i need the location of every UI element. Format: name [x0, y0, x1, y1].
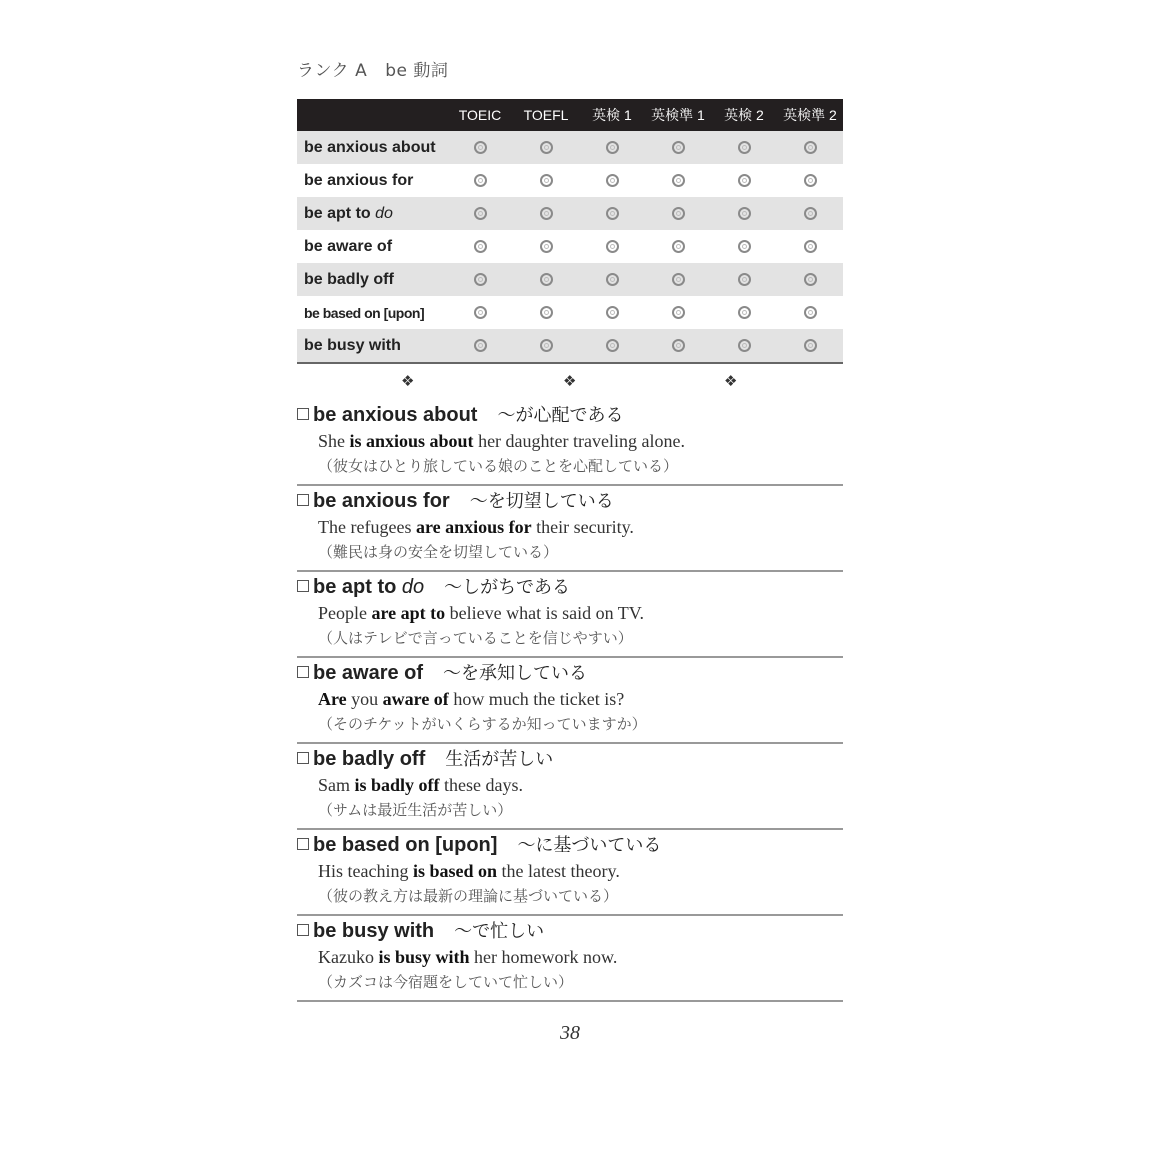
example-translation: （難民は身の安全を切望している） [318, 543, 559, 561]
frequency-cell [513, 164, 579, 197]
frequency-cell [579, 230, 645, 263]
circle-mark-icon [738, 240, 751, 253]
example-text: the latest theory. [497, 861, 620, 881]
frequency-cell [711, 164, 777, 197]
example-sentence [318, 514, 843, 540]
frequency-cell [447, 230, 513, 263]
entry-meaning: ～で忙しい [454, 921, 545, 942]
column-header-eiken-1: 英検 1 [579, 99, 645, 131]
entry-meaning: ～を切望している [469, 491, 614, 512]
example-translation: （彼女はひとり旅している娘のことを心配している） [318, 457, 679, 475]
vocab-entry [297, 916, 843, 1002]
checkbox-icon[interactable] [297, 666, 309, 678]
circle-mark-icon [804, 339, 817, 352]
frequency-cell [645, 230, 711, 263]
circle-mark-icon [606, 273, 619, 286]
row-phrase [297, 296, 447, 329]
entry-phrase: be apt to [313, 576, 397, 598]
circle-mark-icon [606, 240, 619, 253]
row-phrase [297, 263, 447, 296]
frequency-cell [447, 263, 513, 296]
column-header-eiken-pre-2: 英検準 2 [777, 99, 843, 131]
entry-meaning: ～が心配である [497, 405, 624, 426]
example-text: She [318, 431, 350, 451]
circle-mark-icon [474, 339, 487, 352]
diamond-ornament-icon: ❖ [401, 372, 415, 390]
circle-mark-icon [672, 273, 685, 286]
example-highlight: is based on [412, 861, 498, 881]
frequency-cell [645, 329, 711, 363]
circle-mark-icon [804, 174, 817, 187]
frequency-cell [711, 230, 777, 263]
checkbox-icon[interactable] [297, 838, 309, 850]
frequency-cell [777, 329, 843, 363]
row-phrase [297, 197, 447, 230]
table-row [297, 329, 843, 363]
section-divider [297, 364, 843, 400]
vocab-entry [297, 486, 843, 572]
frequency-cell [579, 131, 645, 164]
example-highlight: are apt to [371, 603, 446, 623]
frequency-cell [513, 131, 579, 164]
frequency-cell [777, 197, 843, 230]
row-phrase-text: be apt to [304, 204, 371, 222]
example-sentence [318, 686, 843, 712]
example-translation: （サムは最近生活が苦しい） [318, 801, 513, 819]
frequency-cell [579, 164, 645, 197]
entry-phrase: be anxious for [313, 490, 450, 512]
category-label: be 動詞 [385, 61, 449, 81]
example-highlight: is badly off [354, 775, 440, 795]
example-sentence [318, 858, 843, 884]
example-translation: （カズコは今宿題をしていて忙しい） [318, 973, 574, 991]
vocab-entry [297, 744, 843, 830]
entry-phrase: be busy with [313, 920, 435, 942]
frequency-cell [447, 164, 513, 197]
entry-phrase-italic: do [401, 576, 425, 598]
circle-mark-icon [738, 174, 751, 187]
frequency-cell [777, 296, 843, 329]
circle-mark-icon [606, 339, 619, 352]
checkbox-icon[interactable] [297, 408, 309, 420]
frequency-cell [579, 296, 645, 329]
entry-meaning: ～を承知している [443, 663, 588, 684]
diamond-ornament-icon: ❖ [563, 372, 577, 390]
page-header [297, 56, 843, 86]
frequency-cell [447, 296, 513, 329]
table-row [297, 197, 843, 230]
circle-mark-icon [474, 273, 487, 286]
entry-meaning: ～しがちである [444, 577, 570, 598]
entry-heading [297, 832, 843, 858]
circle-mark-icon [474, 174, 487, 187]
circle-mark-icon [672, 306, 685, 319]
vocab-entry [297, 830, 843, 916]
frequency-cell [777, 164, 843, 197]
example-text: their security. [531, 517, 634, 537]
example-translation: （そのチケットがいくらするか知っていますか） [318, 715, 647, 733]
example-sentence [318, 772, 843, 798]
row-phrase-text: be anxious about [304, 138, 436, 156]
table-row [297, 263, 843, 296]
frequency-cell [645, 197, 711, 230]
example-sentence [318, 944, 843, 970]
page-number: 38 [560, 1022, 580, 1044]
circle-mark-icon [540, 141, 553, 154]
entry-phrase: be anxious about [313, 404, 478, 426]
frequency-cell [777, 230, 843, 263]
checkbox-icon[interactable] [297, 494, 309, 506]
circle-mark-icon [738, 339, 751, 352]
entry-phrase: be badly off [313, 748, 426, 770]
table-row [297, 164, 843, 197]
circle-mark-icon [606, 306, 619, 319]
circle-mark-icon [606, 207, 619, 220]
row-phrase-italic: do [375, 204, 393, 222]
rank-label: ランク A [297, 61, 368, 81]
example-text: how much the ticket is? [448, 689, 625, 709]
circle-mark-icon [672, 207, 685, 220]
example-highlight: is busy with [378, 947, 470, 967]
entry-heading [297, 402, 843, 428]
row-phrase [297, 131, 447, 164]
entry-meaning: ～に基づいている [517, 835, 662, 856]
row-phrase-text: be busy with [304, 336, 401, 354]
example-sentence [318, 428, 843, 454]
table-row [297, 296, 843, 329]
vocabulary-page [297, 56, 843, 1002]
example-sentence [318, 600, 843, 626]
table-header-row [297, 99, 843, 131]
circle-mark-icon [474, 141, 487, 154]
example-translation: （人はテレビで言っていることを信じやすい） [318, 629, 633, 647]
example-text: believe what is said on TV. [445, 603, 644, 623]
example-text: His teaching [318, 861, 413, 881]
frequency-cell [447, 131, 513, 164]
frequency-cell [645, 131, 711, 164]
frequency-cell [711, 296, 777, 329]
column-header-eiken-pre-1: 英検準 1 [645, 99, 711, 131]
vocab-entry [297, 400, 843, 486]
frequency-cell [447, 197, 513, 230]
circle-mark-icon [738, 306, 751, 319]
entry-heading [297, 918, 843, 944]
vocab-entry [297, 572, 843, 658]
exam-frequency-table [297, 99, 843, 364]
frequency-cell [711, 197, 777, 230]
circle-mark-icon [738, 141, 751, 154]
entry-phrase: be aware of [313, 662, 424, 684]
circle-mark-icon [804, 240, 817, 253]
frequency-cell [711, 329, 777, 363]
circle-mark-icon [540, 240, 553, 253]
entry-heading [297, 660, 843, 686]
circle-mark-icon [672, 339, 685, 352]
circle-mark-icon [474, 207, 487, 220]
circle-mark-icon [606, 174, 619, 187]
diamond-ornament-icon: ❖ [724, 372, 738, 390]
example-translation: （彼の教え方は最新の理論に基づいている） [318, 887, 619, 905]
example-text: you [346, 689, 383, 709]
entry-heading [297, 488, 843, 514]
frequency-cell [579, 263, 645, 296]
table-row [297, 131, 843, 164]
circle-mark-icon [738, 273, 751, 286]
entry-heading [297, 746, 843, 772]
example-text: these days. [439, 775, 524, 795]
checkbox-icon[interactable] [297, 580, 309, 592]
circle-mark-icon [540, 174, 553, 187]
row-phrase [297, 329, 447, 363]
entry-phrase: be based on [upon] [313, 834, 498, 856]
frequency-cell [579, 197, 645, 230]
entry-heading [297, 574, 843, 600]
table-row [297, 230, 843, 263]
row-phrase-text: be badly off [304, 270, 394, 288]
header-blank [297, 99, 447, 131]
column-header-toeic: TOEIC [447, 99, 513, 131]
example-text: The refugees [318, 517, 416, 537]
frequency-cell [645, 296, 711, 329]
example-highlight: is anxious about [349, 431, 474, 451]
row-phrase-text: be aware of [304, 237, 393, 255]
frequency-cell [711, 131, 777, 164]
circle-mark-icon [540, 306, 553, 319]
example-highlight: are anxious for [415, 517, 532, 537]
vocab-entry [297, 658, 843, 744]
entry-meaning: 生活が苦しい [445, 749, 554, 770]
example-highlight: Are [318, 689, 347, 709]
circle-mark-icon [606, 141, 619, 154]
frequency-cell [645, 164, 711, 197]
frequency-cell [777, 131, 843, 164]
circle-mark-icon [804, 273, 817, 286]
example-text: People [318, 603, 372, 623]
circle-mark-icon [672, 240, 685, 253]
frequency-cell [513, 263, 579, 296]
frequency-cell [513, 230, 579, 263]
frequency-cell [645, 263, 711, 296]
checkbox-icon[interactable] [297, 752, 309, 764]
checkbox-icon[interactable] [297, 924, 309, 936]
circle-mark-icon [672, 174, 685, 187]
circle-mark-icon [474, 240, 487, 253]
circle-mark-icon [804, 306, 817, 319]
row-phrase-text: be based on [upon] [304, 304, 425, 321]
frequency-cell [447, 329, 513, 363]
example-text: Kazuko [318, 947, 379, 967]
frequency-cell [579, 329, 645, 363]
row-phrase-text: be anxious for [304, 171, 414, 189]
example-text: her daughter traveling alone. [473, 431, 685, 451]
circle-mark-icon [540, 207, 553, 220]
frequency-cell [777, 263, 843, 296]
circle-mark-icon [474, 306, 487, 319]
example-highlight: aware of [382, 689, 449, 709]
frequency-cell [513, 197, 579, 230]
column-header-eiken-2: 英検 2 [711, 99, 777, 131]
frequency-cell [513, 296, 579, 329]
frequency-cell [711, 263, 777, 296]
frequency-cell [513, 329, 579, 363]
example-text: Sam [318, 775, 355, 795]
column-header-toefl: TOEFL [513, 99, 579, 131]
example-text: her homework now. [469, 947, 618, 967]
circle-mark-icon [672, 141, 685, 154]
entry-list [297, 400, 843, 1002]
circle-mark-icon [804, 207, 817, 220]
row-phrase [297, 230, 447, 263]
row-phrase [297, 164, 447, 197]
circle-mark-icon [540, 273, 553, 286]
circle-mark-icon [540, 339, 553, 352]
circle-mark-icon [738, 207, 751, 220]
circle-mark-icon [804, 141, 817, 154]
